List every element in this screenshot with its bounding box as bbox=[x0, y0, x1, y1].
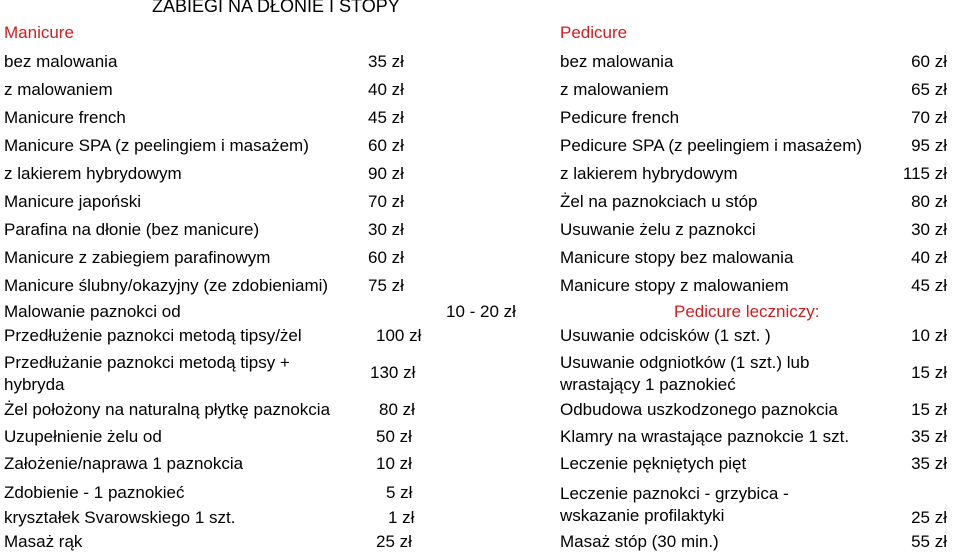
manicure-item-price: 1 zł bbox=[388, 508, 415, 527]
pedicure-item-price: 115 zł bbox=[902, 164, 947, 183]
pedicure-medical-item-name: Odbudowa uszkodzonego paznokcia bbox=[560, 400, 838, 419]
manicure-item-name: Malowanie paznokci od bbox=[4, 302, 181, 321]
pedicure-medical-item-name: Usuwanie odcisków (1 szt. ) bbox=[560, 326, 771, 345]
pedicure-item-price: 60 zł bbox=[911, 52, 947, 71]
manicure-item-name: z malowaniem bbox=[4, 80, 113, 99]
pedicure-medical-item-name: Klamry na wrastające paznokcie 1 szt. bbox=[560, 427, 850, 446]
page-title: ZABIEGI NA DŁONIE I STOPY bbox=[152, 0, 400, 16]
manicure-item-price: 60 zł bbox=[368, 248, 404, 267]
pedicure-header: Pedicure bbox=[560, 23, 628, 42]
pedicure-medical-item-name: Usuwanie odgniotków (1 szt.) lub wrastający 1 paznokieć bbox=[560, 353, 810, 394]
pedicure-item-price: 95 zł bbox=[911, 136, 947, 155]
manicure-item-name: kryształek Svarowskiego 1 szt. bbox=[4, 508, 236, 527]
pedicure-medical-item-name: Leczenie paznokci - grzybica - wskazanie profilaktyki bbox=[560, 484, 789, 525]
pedicure-item-price: 70 zł bbox=[911, 108, 947, 127]
pedicure-item-name: Żel na paznokciach u stóp bbox=[560, 192, 758, 211]
manicure-item-price: 60 zł bbox=[368, 136, 404, 155]
manicure-item-price: 70 zł bbox=[368, 192, 404, 211]
manicure-item-price: 25 zł bbox=[376, 532, 412, 551]
manicure-item-name: z lakierem hybrydowym bbox=[4, 164, 182, 183]
manicure-item-name: Uzupełnienie żelu od bbox=[4, 427, 162, 446]
pedicure-medical-item-price: 55 zł bbox=[911, 532, 947, 551]
pedicure-item-name: Manicure stopy bez malowania bbox=[560, 248, 794, 267]
manicure-item-name: Żel położony na naturalną płytkę paznokcia bbox=[4, 400, 331, 419]
manicure-item-price: 130 zł bbox=[370, 363, 416, 382]
manicure-item-price: 75 zł bbox=[368, 276, 404, 295]
pedicure-medical-header: Pedicure leczniczy: bbox=[674, 302, 820, 321]
pedicure-item-name: Pedicure SPA (z peelingiem i masażem) bbox=[560, 136, 863, 155]
manicure-item-name: bez malowania bbox=[4, 52, 118, 71]
manicure-item-price: 50 zł bbox=[376, 427, 412, 446]
pedicure-medical-item-price: 35 zł bbox=[911, 454, 947, 473]
pedicure-item-name: z malowaniem bbox=[560, 80, 669, 99]
manicure-item-price: 45 zł bbox=[368, 108, 404, 127]
pedicure-item-name: Usuwanie żelu z paznokci bbox=[560, 220, 756, 239]
pedicure-item-price: 40 zł bbox=[911, 248, 947, 267]
manicure-item-price: 40 zł bbox=[368, 80, 404, 99]
pedicure-item-name: Pedicure french bbox=[560, 108, 680, 127]
pedicure-medical-item-name: Leczenie pękniętych pięt bbox=[560, 454, 747, 473]
manicure-item-name: Masaż rąk bbox=[4, 532, 83, 551]
pedicure-item-name: bez malowania bbox=[560, 52, 674, 71]
manicure-item-name: Zdobienie - 1 paznokieć bbox=[4, 483, 185, 502]
manicure-item-name: Przedłużenie paznokci metodą tipsy/żel bbox=[4, 326, 302, 345]
manicure-item-name: Manicure japoński bbox=[4, 192, 142, 211]
pedicure-item-name: Manicure stopy z malowaniem bbox=[560, 276, 789, 295]
pedicure-medical-item-price: 15 zł bbox=[911, 400, 947, 419]
manicure-item-price: 80 zł bbox=[379, 400, 415, 419]
pedicure-medical-item-price: 25 zł bbox=[911, 508, 947, 527]
pedicure-medical-item-name: Masaż stóp (30 min.) bbox=[560, 532, 719, 551]
manicure-item-price: 100 zł bbox=[376, 326, 422, 345]
manicure-item-price: 90 zł bbox=[368, 164, 404, 183]
pedicure-item-price: 45 zł bbox=[911, 276, 947, 295]
manicure-item-price: 5 zł bbox=[386, 483, 413, 502]
manicure-item-name: Manicure z zabiegiem parafinowym bbox=[4, 248, 271, 267]
manicure-item-name: Przedłużanie paznokci metodą tipsy + hybryda bbox=[4, 353, 290, 394]
manicure-header: Manicure bbox=[4, 23, 74, 42]
manicure-item-name: Manicure SPA (z peelingiem i masażem) bbox=[4, 136, 309, 155]
manicure-item-name: Manicure ślubny/okazyjny (ze zdobieniami) bbox=[4, 276, 329, 295]
manicure-item-name: Parafina na dłonie (bez manicure) bbox=[4, 220, 260, 239]
pedicure-medical-item-price: 10 zł bbox=[911, 326, 947, 345]
manicure-item-price: 30 zł bbox=[368, 220, 404, 239]
manicure-item-name: Założenie/naprawa 1 paznokcia bbox=[4, 454, 244, 473]
manicure-item-price: 10 zł bbox=[376, 454, 412, 473]
pedicure-item-price: 80 zł bbox=[911, 192, 947, 211]
pedicure-medical-item-price: 35 zł bbox=[911, 427, 947, 446]
manicure-item-name: Manicure french bbox=[4, 108, 126, 127]
manicure-item-price: 35 zł bbox=[368, 52, 404, 71]
pedicure-item-name: z lakierem hybrydowym bbox=[560, 164, 738, 183]
pedicure-item-price: 30 zł bbox=[911, 220, 947, 239]
pedicure-item-price: 65 zł bbox=[911, 80, 947, 99]
pedicure-medical-item-price: 15 zł bbox=[911, 363, 947, 382]
manicure-item-price: 10 - 20 zł bbox=[446, 302, 516, 321]
